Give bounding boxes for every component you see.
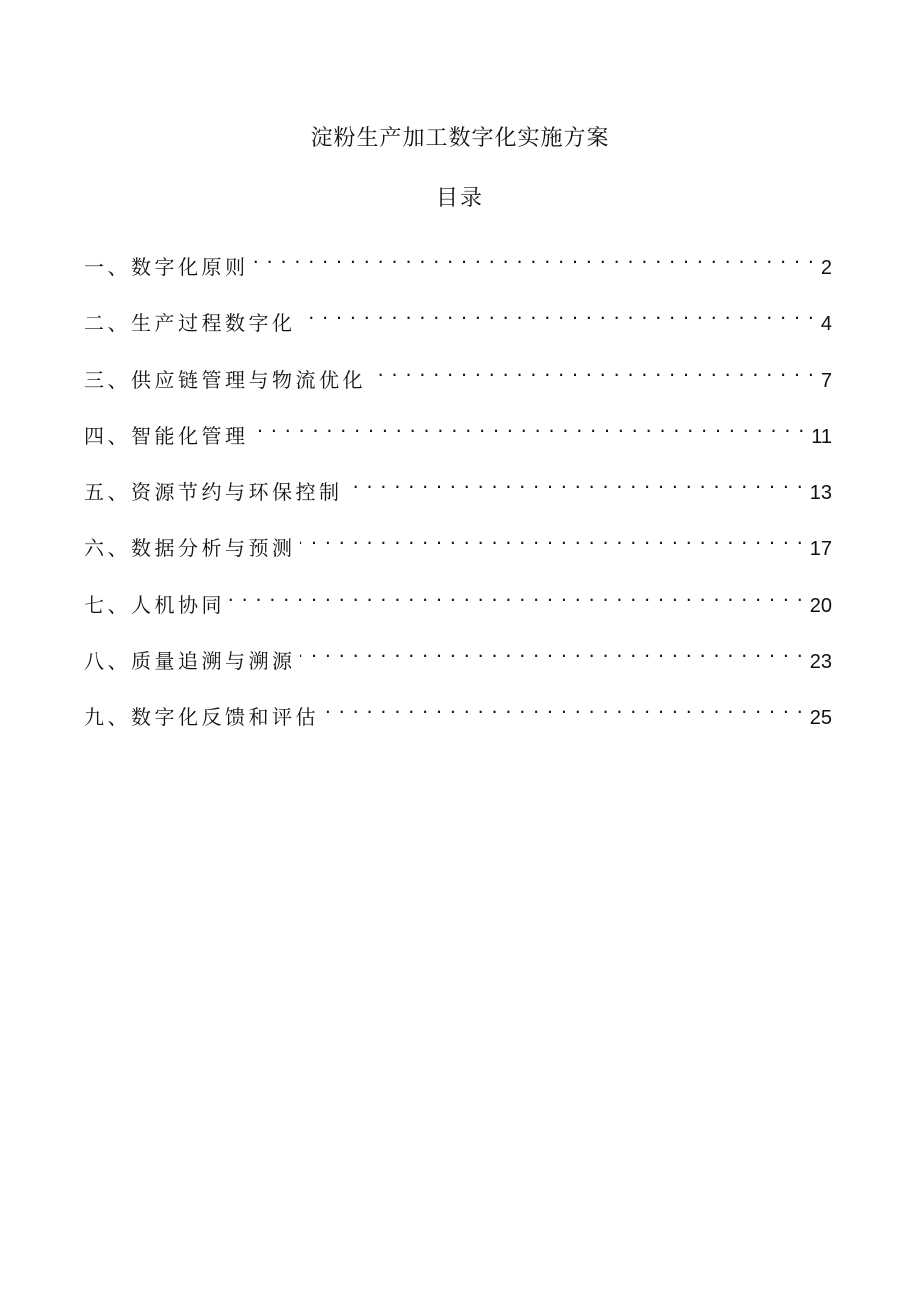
toc-dot-leader: [253, 409, 806, 443]
toc-dot-leader: [300, 521, 804, 555]
toc-entry[interactable]: [84, 296, 832, 352]
toc-dot-leader: [253, 240, 815, 274]
toc-entry-label: 二、生产过程数字化: [84, 311, 296, 336]
toc-entry[interactable]: [84, 578, 832, 634]
toc-entry[interactable]: [84, 353, 832, 409]
toc-entry-label: 三、供应链管理与物流优化: [84, 367, 366, 392]
toc-entry-page: 17: [809, 538, 832, 561]
toc-entry-page: 20: [809, 594, 832, 617]
toc-entry-label: 八、质量追溯与溯源: [84, 649, 296, 674]
toc-entry-label: 六、数据分析与预测: [84, 536, 296, 561]
toc-entry-label: 一、数字化原则: [84, 255, 249, 279]
toc-dot-leader: [370, 353, 815, 387]
toc-dot-leader: [300, 634, 804, 668]
toc-entry-label: 九、数字化反馈和评估: [84, 705, 319, 730]
toc-dot-leader: [323, 690, 804, 724]
table-of-contents: [84, 240, 832, 747]
toc-entry-page: 7: [820, 369, 832, 392]
toc-dot-leader: [347, 465, 804, 499]
toc-entry[interactable]: [84, 634, 832, 690]
toc-dot-leader: [229, 578, 804, 612]
toc-entry-page: 4: [820, 313, 832, 336]
toc-heading: 目录: [435, 186, 484, 211]
toc-entry-page: 25: [809, 707, 832, 730]
toc-entry[interactable]: [84, 240, 832, 296]
toc-entry-label: 五、资源节约与环保控制: [84, 480, 343, 505]
toc-entry-page: 13: [809, 482, 832, 505]
toc-entry-page: 11: [811, 425, 832, 448]
toc-entry[interactable]: [84, 409, 832, 465]
toc-entry[interactable]: [84, 690, 832, 746]
toc-entry[interactable]: [84, 465, 832, 521]
toc-entry-page: 23: [809, 651, 832, 674]
toc-entry-label: 七、人机协同: [84, 592, 225, 617]
toc-entry-label: 四、智能化管理: [84, 423, 249, 448]
toc-dot-leader: [300, 296, 815, 330]
document-title: 淀粉生产加工数字化实施方案: [310, 126, 610, 151]
toc-entry-page: 2: [820, 257, 832, 279]
toc-entry[interactable]: [84, 521, 832, 577]
